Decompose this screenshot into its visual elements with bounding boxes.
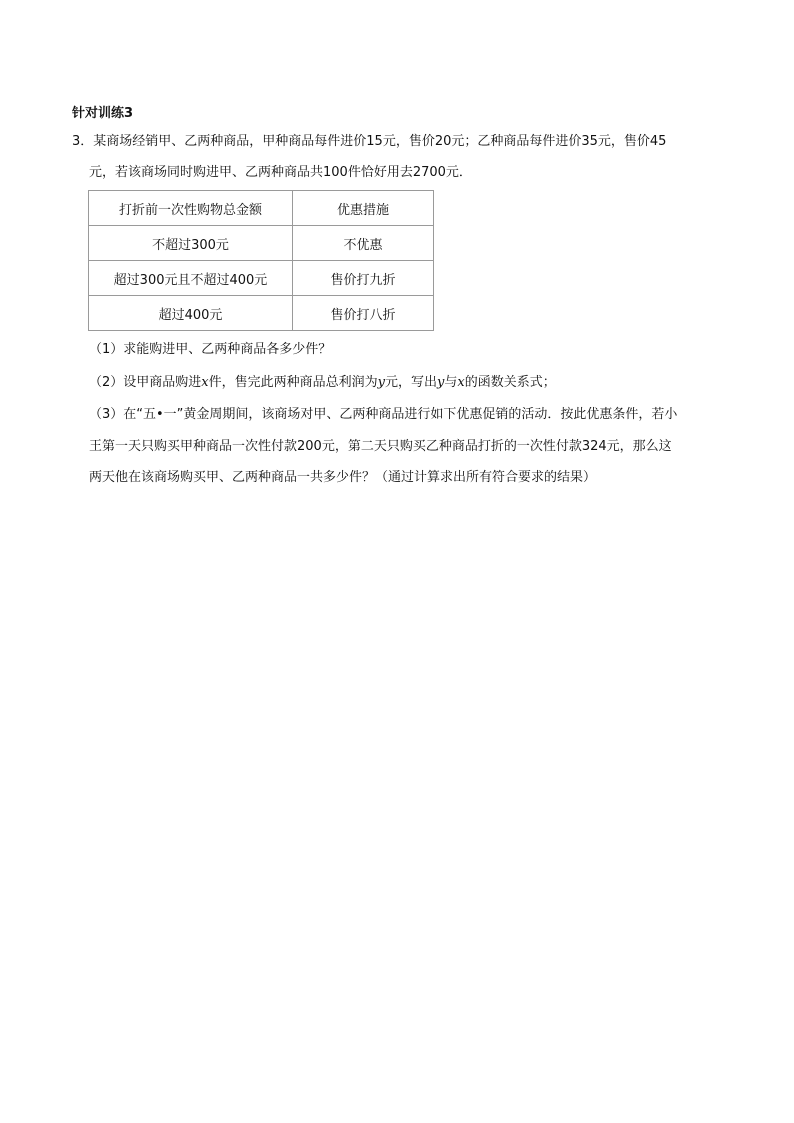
table-cell: 售价打九折 [293, 261, 434, 296]
variable-x: x [457, 375, 465, 390]
question-2 [89, 374, 556, 392]
question-1: （1）求能购进甲、乙两种商品各多少件？ [89, 342, 332, 357]
table-cell: 不超过300元 [89, 226, 293, 261]
question-2-text: （2）设甲商品购进 [89, 375, 202, 390]
variable-y: y [377, 375, 385, 390]
question-3-line-3: 两天他在该商场购买甲、乙两种商品一共多少件？（通过计算求出所有符合要求的结果） [89, 470, 597, 485]
question-2-text: 件，售完此两种商品总利润为 [208, 375, 378, 390]
variable-x: x [201, 375, 209, 390]
question-2-text: 与 [444, 375, 458, 390]
table-row [89, 296, 434, 331]
variable-y: y [437, 375, 445, 390]
table-row [89, 261, 434, 296]
question-2-text: 元，写出 [385, 375, 438, 390]
question-3-line-1: （3）在“五•一”黄金周期间，该商场对甲、乙两种商品进行如下优惠促销的活动．按此优惠条件，若小 [89, 407, 678, 422]
problem-statement-line-1: 3．某商场经销甲、乙两种商品，甲种商品每件进价15元，售价20元；乙种商品每件进价35元，售价45 [72, 134, 667, 149]
table-header-cell: 打折前一次性购物总金额 [89, 191, 293, 226]
table-cell: 超过300元且不超过400元 [89, 261, 293, 296]
table-row [89, 226, 434, 261]
problem-statement-line-2: 元，若该商场同时购进甲、乙两种商品共100件恰好用去2700元． [89, 165, 472, 180]
table-header-cell: 优惠措施 [293, 191, 434, 226]
table-cell: 超过400元 [89, 296, 293, 331]
question-2-text: 的函数关系式； [464, 375, 556, 390]
table-cell: 售价打八折 [293, 296, 434, 331]
section-title: 针对训练3 [72, 106, 134, 121]
table-cell: 不优惠 [293, 226, 434, 261]
question-3-line-2: 王第一天只购买甲种商品一次性付款200元，第二天只购买乙种商品打折的一次性付款324元，那么这 [89, 439, 672, 454]
table-header-row [89, 191, 434, 226]
discount-table [88, 190, 434, 331]
